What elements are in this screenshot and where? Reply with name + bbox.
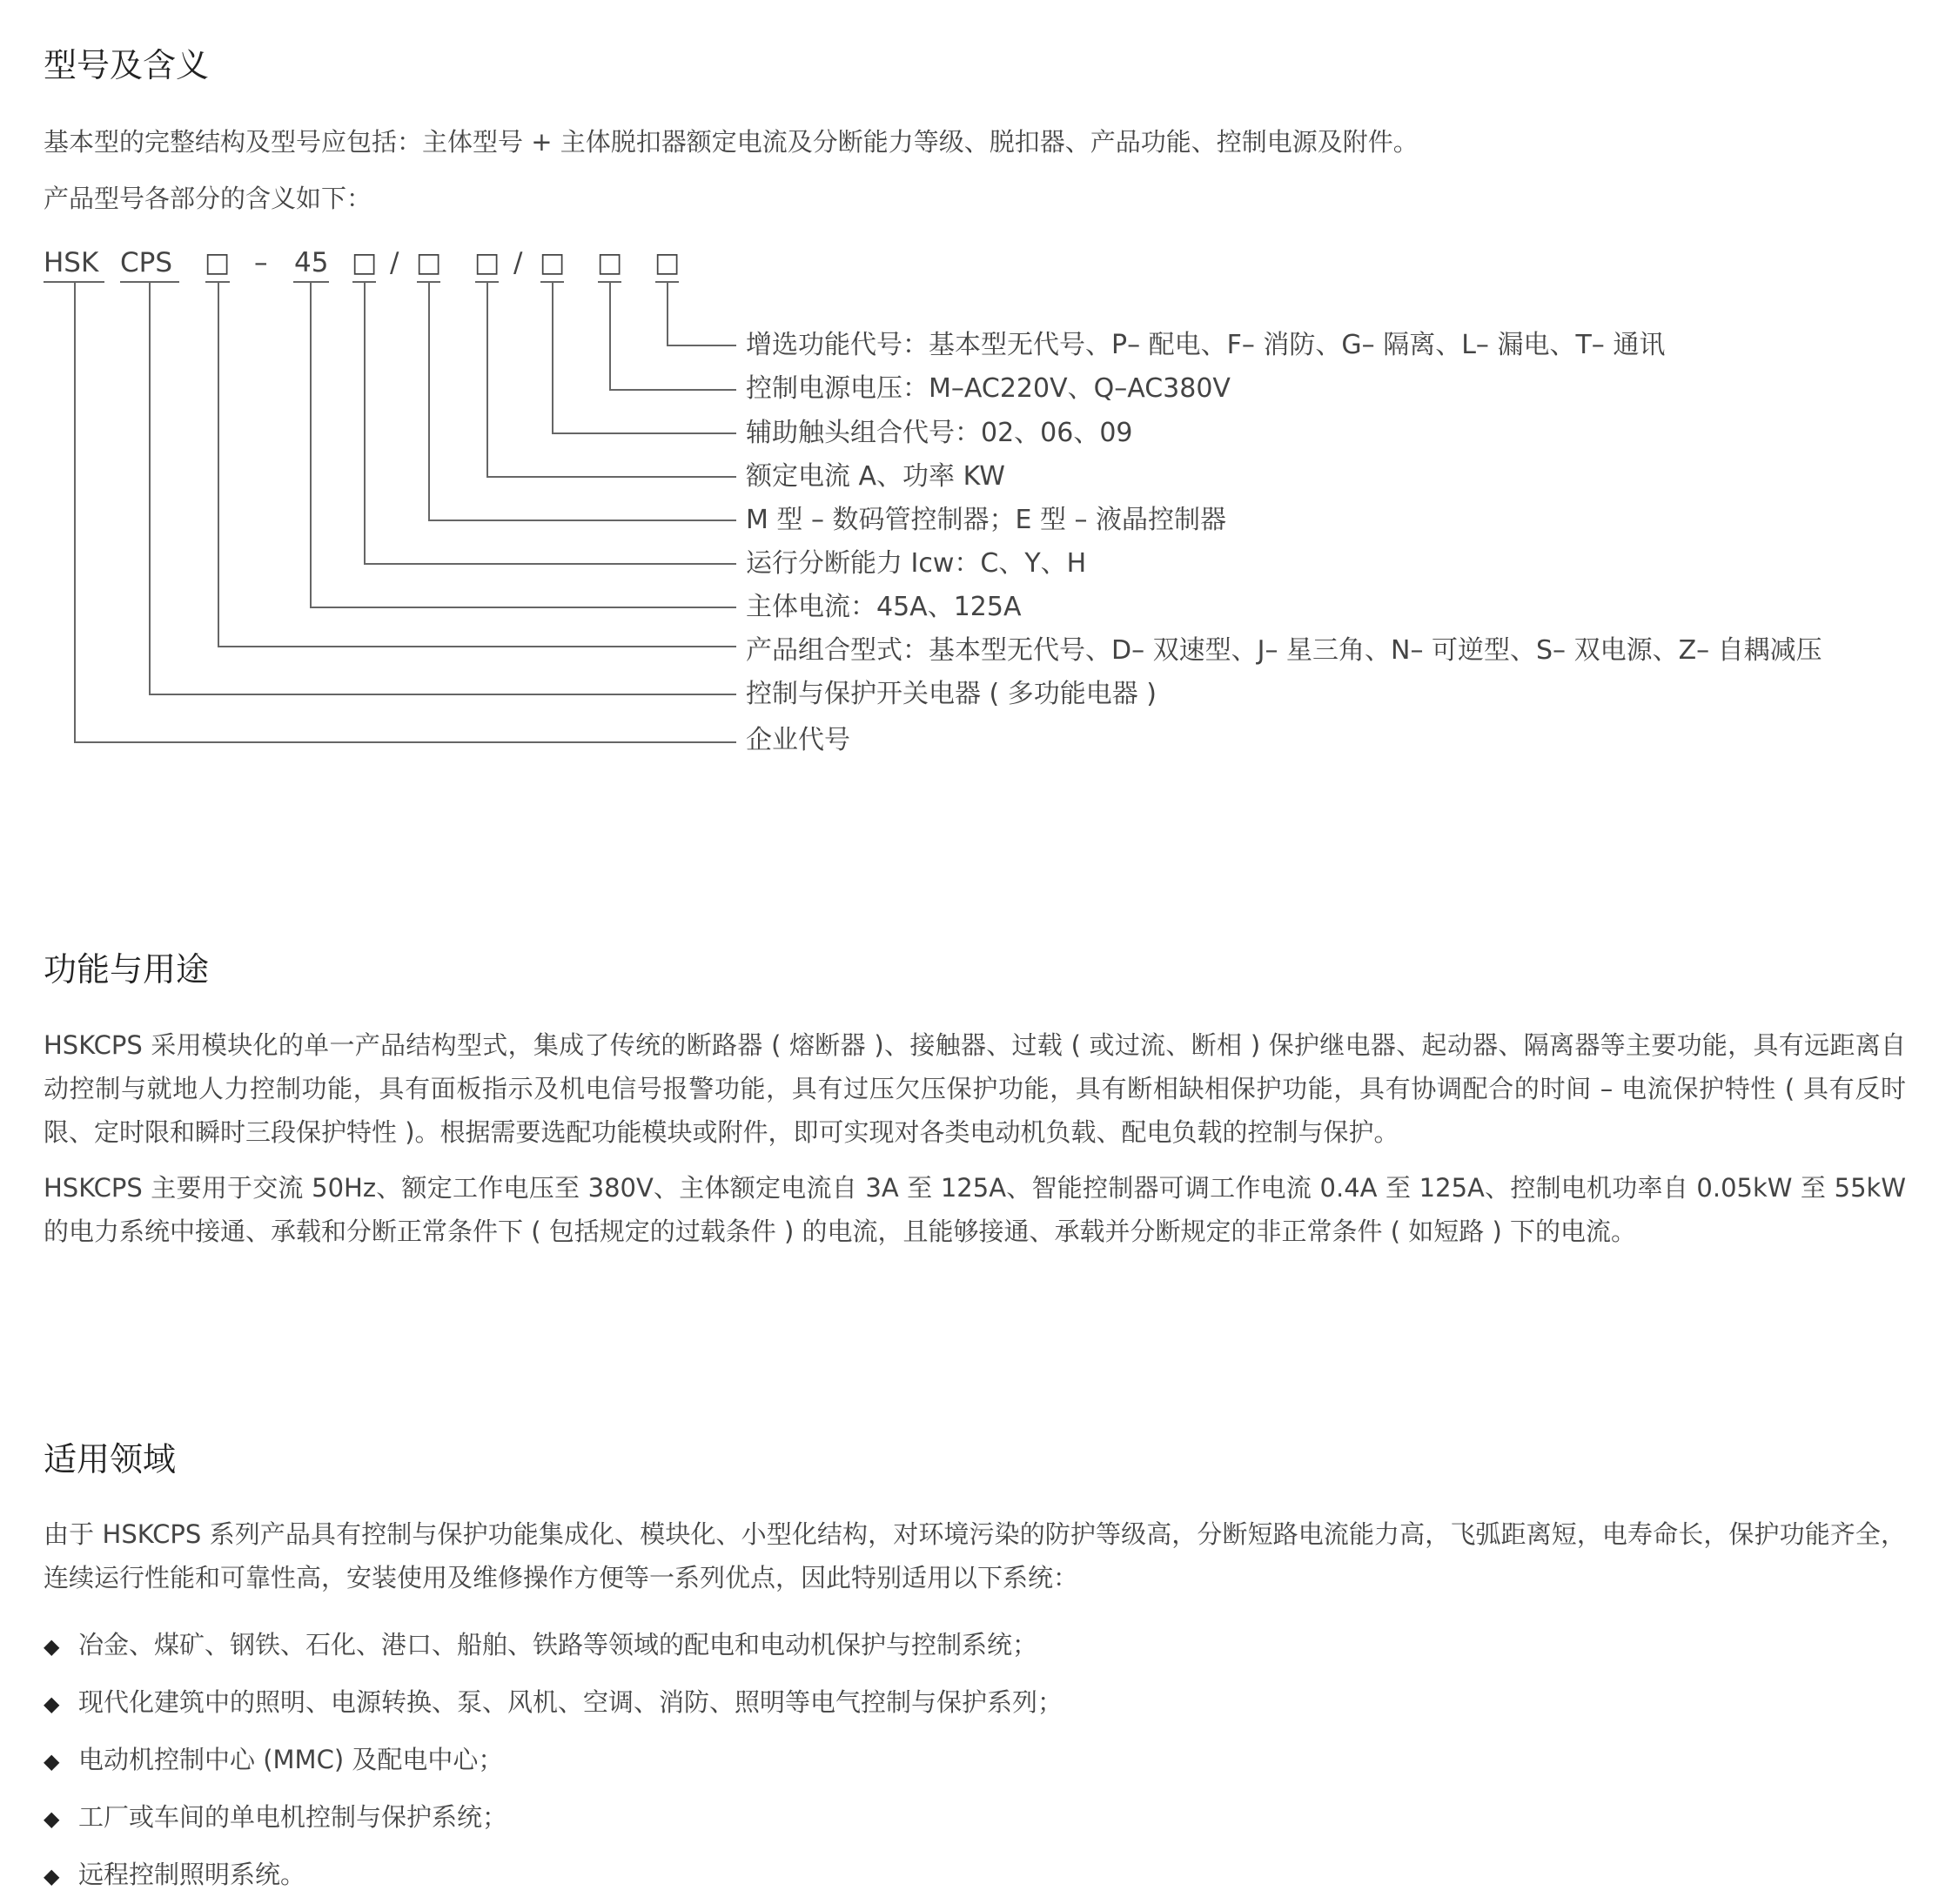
diamond-bullet-icon: ◆ xyxy=(44,1864,60,1888)
model-segment-box: □ xyxy=(597,247,623,278)
section-title-function: 功能与用途 xyxy=(44,950,210,989)
legend-item: 控制电源电压：M–AC220V、Q–AC380V xyxy=(746,373,1231,404)
list-item-text: 冶金、煤矿、钢铁、石化、港口、船舶、铁路等领域的配电和电动机保护与控制系统； xyxy=(78,1630,1038,1659)
legend-item: 产品组合型式：基本型无代号、D– 双速型、J– 星三角、N– 可逆型、S– 双电源、Z– 自耦减压 xyxy=(746,635,1822,666)
model-code-connector-diagram xyxy=(0,0,783,766)
model-segment-slash: / xyxy=(513,247,523,278)
legend-item: 额定电流 A、功率 KW xyxy=(746,461,1005,492)
application-list xyxy=(44,1617,1063,1904)
list-item xyxy=(44,1789,1063,1847)
legend-item: 辅助触头组合代号：02、06、09 xyxy=(746,418,1133,448)
application-paragraph: 由于 HSKCPS 系列产品具有控制与保护功能集成化、模块化、小型化结构，对环境污染的防护等级高，分断短路电流能力高，飞弧距离短，电寿命长，保护功能齐全，连续运行性能和可靠性高，安装使用及维修操作方便等一系列优点，因此特别适用以下系统： xyxy=(44,1519,1906,1592)
model-segment-dash: – xyxy=(254,247,268,278)
list-item xyxy=(44,1847,1063,1904)
list-item-text: 现代化建筑中的照明、电源转换、泵、风机、空调、消防、照明等电气控制与保护系列； xyxy=(78,1687,1063,1717)
legend-item: M 型 – 数码管控制器；E 型 – 液晶控制器 xyxy=(746,505,1227,535)
section-title-model: 型号及含义 xyxy=(44,46,210,84)
model-intro: 基本型的完整结构及型号应包括：主体型号 + 主体脱扣器额定电流及分断能力等级、脱扣器、产品功能、控制电源及附件。 xyxy=(44,127,1419,157)
model-segment-box: □ xyxy=(474,247,500,278)
model-segment-slash: / xyxy=(390,247,399,278)
list-item xyxy=(44,1674,1063,1732)
model-segment-current: 45 xyxy=(294,247,329,278)
model-segment-box: □ xyxy=(416,247,442,278)
diamond-bullet-icon: ◆ xyxy=(44,1807,60,1831)
list-item-text: 工厂或车间的单电机控制与保护系统； xyxy=(78,1802,508,1832)
function-paragraph-2: HSKCPS 主要用于交流 50Hz、额定工作电压至 380V、主体额定电流自 3A 至 125A、智能控制器可调工作电流 0.4A 至 125A、控制电机功率自 0.05kW 至 55kW 的电力系统中接通、承载和分断正常条件下 ( 包括规定的过载条件 ) 的电流，且能够接通、承载并分断规定的非正常条件 ( 如短路 ) 下的电流。 xyxy=(44,1173,1906,1246)
diamond-bullet-icon: ◆ xyxy=(44,1692,60,1716)
legend-item: 主体电流：45A、125A xyxy=(746,592,1022,622)
model-segment-box: □ xyxy=(352,247,378,278)
legend-item: 控制与保护开关电器 ( 多功能电器 ) xyxy=(746,679,1157,709)
function-paragraph-1: HSKCPS 采用模块化的单一产品结构型式，集成了传统的断路器 ( 熔断器 )、接触器、过载 ( 或过流、断相 ) 保护继电器、起动器、隔离器等主要功能，具有远距离自动控制与就地人力控制功能，具有面板指示及机电信号报警功能，具有过压欠压保护功能，具有断相缺相保护功能，具有协调配合的时间 – 电流保护特性 ( 具有反时限、定时限和瞬时三段保护特性 )。根据需要选配功能模块或附件，即可实现对各类电动机负载、配电负载的控制与保护。 xyxy=(44,1030,1906,1147)
model-segment-box: □ xyxy=(654,247,681,278)
diamond-bullet-icon: ◆ xyxy=(44,1749,60,1773)
legend-item: 增选功能代号：基本型无代号、P– 配电、F– 消防、G– 隔离、L– 漏电、T– 通讯 xyxy=(746,330,1666,360)
model-segment-box: □ xyxy=(205,247,231,278)
model-segment-hsk: HSK xyxy=(44,247,99,278)
list-item-text: 电动机控制中心 (MMC) 及配电中心； xyxy=(78,1745,504,1774)
legend-item: 企业代号 xyxy=(746,725,850,755)
model-segment-box: □ xyxy=(540,247,566,278)
model-subintro: 产品型号各部分的含义如下： xyxy=(44,184,372,213)
section-title-application: 适用领域 xyxy=(44,1440,177,1478)
list-item xyxy=(44,1617,1063,1674)
legend-item: 运行分断能力 Icw：C、Y、H xyxy=(746,548,1087,579)
list-item xyxy=(44,1732,1063,1789)
model-segment-cps: CPS xyxy=(120,247,173,278)
list-item-text: 远程控制照明系统。 xyxy=(78,1860,306,1889)
diamond-bullet-icon: ◆ xyxy=(44,1634,60,1659)
